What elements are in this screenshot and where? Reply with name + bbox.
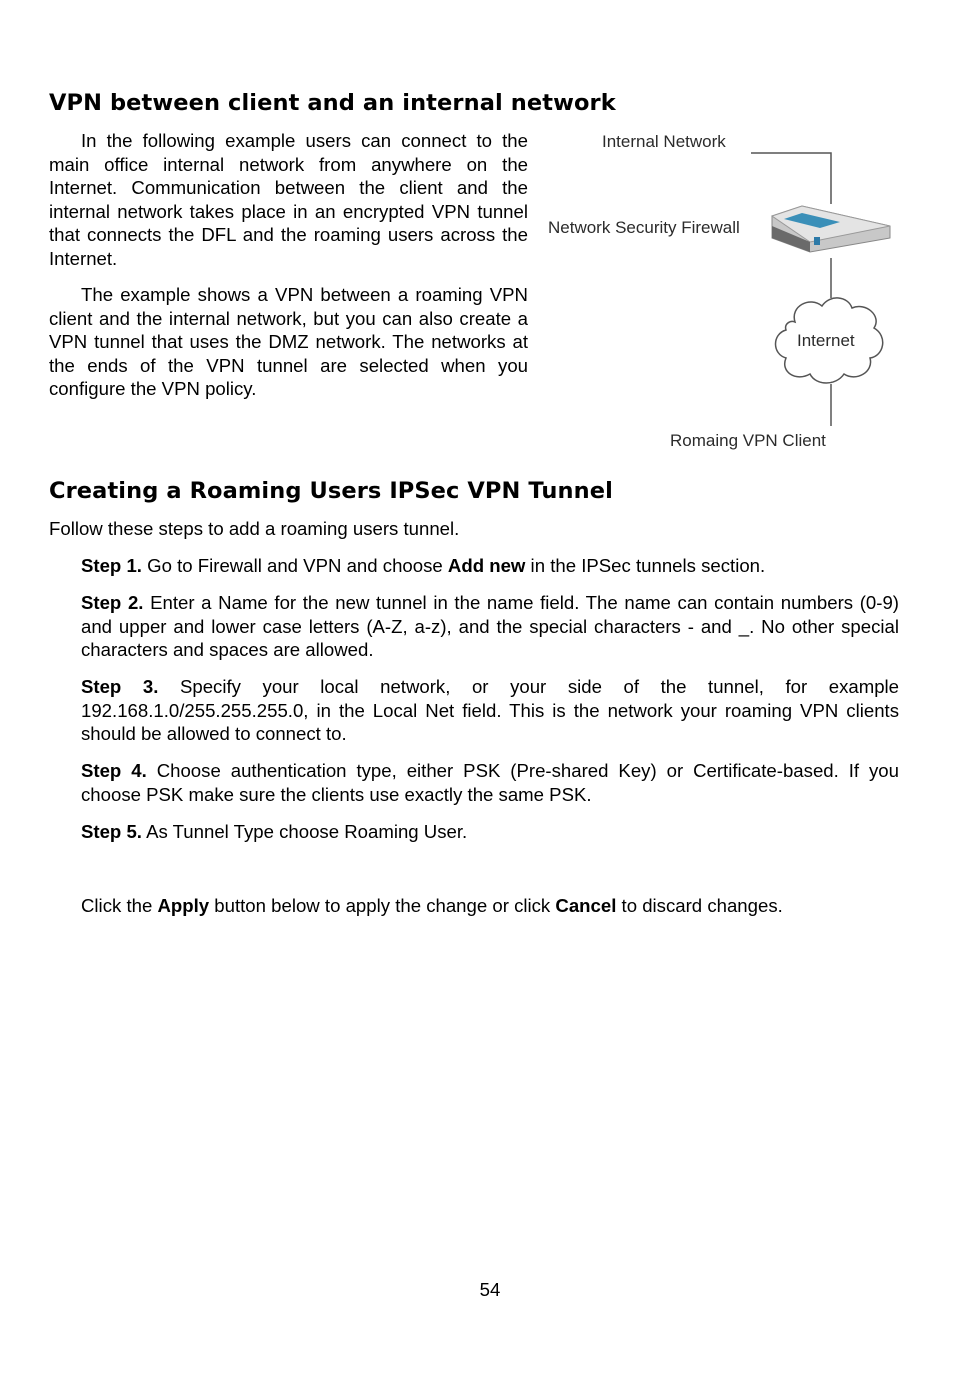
step-4-label: Step 4. (81, 760, 147, 781)
firewall-device-icon (772, 206, 890, 252)
page-number: 54 (479, 1279, 501, 1300)
step-3: Step 3. Specify your local network, or your side of the tunnel, for example 192.168.1.0/255.255.255.0, in the Local Net field. This is the network your roaming VPN clients should be allowed to connect to. (81, 676, 900, 744)
cancel-term: Cancel (555, 895, 617, 916)
step-5-label: Step 5. (81, 821, 142, 842)
diagram-label-internal-network: Internal Network (602, 132, 726, 151)
intro-paragraph-1: In the following example users can connect to the main office internal network from anywhere on the Internet. Communication between the client and the internal network takes place in an encrypted VPN tunnel that connects the DFL and the roaming users across the Internet. (49, 130, 528, 269)
apply-term: Apply (157, 895, 210, 916)
step-3-label: Step 3. (81, 676, 159, 697)
step-1: Step 1. Go to Firewall and VPN and choose Add new in the IPSec tunnels section. (81, 555, 766, 576)
step-5: Step 5. As Tunnel Type choose Roaming User. (81, 821, 468, 842)
step-2: Step 2. Enter a Name for the new tunnel in the name field. The name can contain numbers (0-9) and upper and lower case letters (A-Z, a-z), and the special characters - and _. No other special characters and spaces are allowed. (81, 592, 899, 660)
intro-paragraph-2: The example shows a VPN between a roaming VPN client and the internal network, but you can also create a VPN tunnel that uses the DMZ network. The networks at the ends of the VPN tunnel are selected when you configure the VPN policy. (49, 284, 528, 399)
diagram-label-internet: Internet (797, 331, 855, 350)
diagram-label-roaming-client: Romaing VPN Client (670, 431, 826, 450)
diagram-label-firewall: Network Security Firewall (548, 218, 740, 237)
apply-instruction: Click the Apply button below to apply the change or click Cancel to discard changes. (81, 895, 783, 916)
step-4: Step 4. Choose authentication type, either PSK (Pre-shared Key) or Certificate-based. If you choose PSK make sure the clients use exactly the same PSK. (81, 760, 899, 805)
step-2-label: Step 2. (81, 592, 144, 613)
steps-intro: Follow these steps to add a roaming users tunnel. (49, 518, 460, 539)
step-1-label: Step 1. (81, 555, 142, 576)
add-new-term: Add new (447, 555, 526, 576)
link-internal-to-firewall (751, 153, 831, 204)
section-heading-roaming-tunnel: Creating a Roaming Users IPSec VPN Tunnel (49, 478, 613, 504)
section-heading-vpn-internal: VPN between client and an internal network (49, 90, 616, 116)
network-diagram (540, 120, 900, 460)
